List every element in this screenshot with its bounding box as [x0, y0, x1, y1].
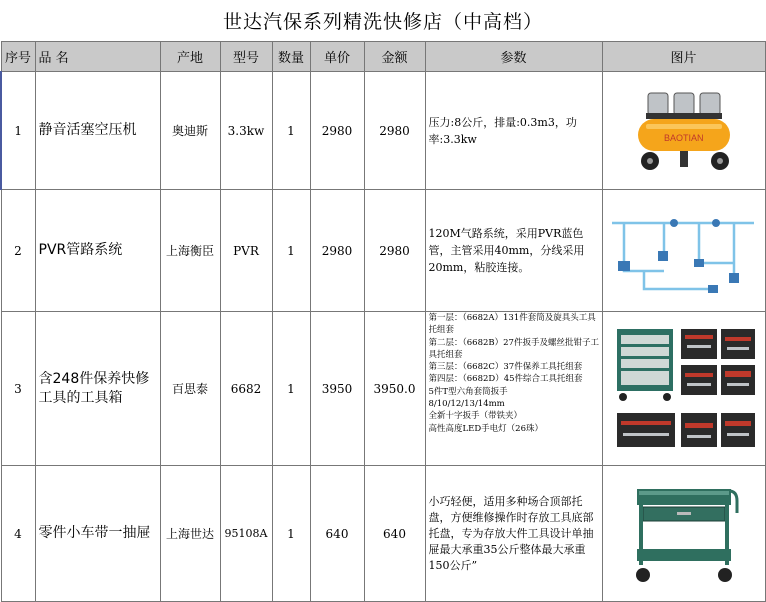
- cell-amount: 2980: [364, 72, 425, 190]
- cell-name: 零件小车带一抽屉: [35, 466, 160, 602]
- cell-origin: 上海世达: [160, 466, 220, 602]
- cell-price: 3950: [310, 312, 364, 466]
- table-row: [1, 466, 765, 602]
- tool-cabinet-icon: [609, 321, 759, 456]
- header-no: 序号: [1, 42, 35, 72]
- param-line: 8/10/12/13/14mm: [428, 399, 505, 410]
- header-price: 单价: [310, 42, 364, 72]
- air-compressor-icon: [624, 81, 744, 181]
- cell-amount: 640: [364, 466, 425, 602]
- table-row: [1, 312, 765, 466]
- cell-params: [425, 72, 602, 190]
- header-image: 图片: [602, 42, 765, 72]
- cell-name: 含248件保养快修工具的工具箱: [35, 312, 160, 466]
- cell-name: PVR管路系统: [35, 190, 160, 312]
- param-line: 5件T型六角套筒扳手: [428, 386, 508, 397]
- header-origin: 产地: [160, 42, 220, 72]
- cell-no: 3: [1, 312, 35, 466]
- cell-amount: 3950.0: [364, 312, 425, 466]
- param-line: 第二层：（6682B）27件扳手及螺丝批钳子工具托组套: [428, 337, 599, 360]
- parts-cart-icon: [629, 479, 739, 589]
- param-line: 120M气路系统，采用PVR蓝色管，主管采用40mm，分线采用20mm，粘胶连接。: [428, 227, 585, 274]
- header-params: 参数: [425, 42, 602, 72]
- cell-model: 6682: [220, 312, 272, 466]
- cell-origin: 奥迪斯: [160, 72, 220, 190]
- table-row: [1, 190, 765, 312]
- header-model: 型号: [220, 42, 272, 72]
- cell-qty: 1: [272, 466, 310, 602]
- cell-image: [602, 312, 765, 466]
- cell-params: [425, 466, 602, 602]
- cell-no: 1: [1, 72, 35, 190]
- header-name: 品 名: [35, 42, 160, 72]
- cell-qty: 1: [272, 190, 310, 312]
- quote-table: [0, 41, 766, 602]
- cell-price: 640: [310, 466, 364, 602]
- param-line: 第三层：（6682C）37件保养工具托组套: [428, 362, 583, 373]
- param-line: 全新十字扳手（带铁夹）: [428, 411, 523, 422]
- cell-image: [602, 72, 765, 190]
- pipe-system-diagram-icon: [604, 201, 764, 301]
- param-line: 第一层：（6682A）131件套筒及旋具头工具托组套: [428, 313, 596, 336]
- cell-no: 2: [1, 190, 35, 312]
- header-qty: 数量: [272, 42, 310, 72]
- cell-price: 2980: [310, 72, 364, 190]
- cell-qty: 1: [272, 72, 310, 190]
- page-title: 世达汽保系列精洗快修店（中高档）: [222, 11, 543, 33]
- cell-image: [602, 466, 765, 602]
- param-line: 高性高度LED手电灯（26珠）: [428, 423, 543, 434]
- cell-origin: 百思泰: [160, 312, 220, 466]
- param-line: 压力:8公斤，排量:0.3m3，功率:3.3kw: [428, 115, 577, 146]
- header-amount: 金额: [364, 42, 425, 72]
- cell-model: 95108A: [220, 466, 272, 602]
- cell-model: PVR: [220, 190, 272, 312]
- svg-text:BAOTIAN: BAOTIAN: [663, 132, 704, 143]
- cell-params: [425, 190, 602, 312]
- cell-qty: 1: [272, 312, 310, 466]
- cell-price: 2980: [310, 190, 364, 312]
- cell-name: 静音活塞空压机: [35, 72, 160, 190]
- header-row: [1, 42, 765, 72]
- cell-params: [425, 312, 602, 466]
- param-line: 小巧轻便，适用多种场合顶部托盘，方便维修操作时存放工具底部托盘，专为存放大件工具设计单抽屉最大承重35公斤整体最大承重150公斤”: [428, 494, 594, 572]
- cell-image: [602, 190, 765, 312]
- cell-model: 3.3kw: [220, 72, 272, 190]
- cell-origin: 上海衡臣: [160, 190, 220, 312]
- cell-no: 4: [1, 466, 35, 602]
- param-line: 第四层：（6682D）45件综合工具托组套: [428, 374, 583, 385]
- cell-amount: 2980: [364, 190, 425, 312]
- table-row: [1, 72, 765, 190]
